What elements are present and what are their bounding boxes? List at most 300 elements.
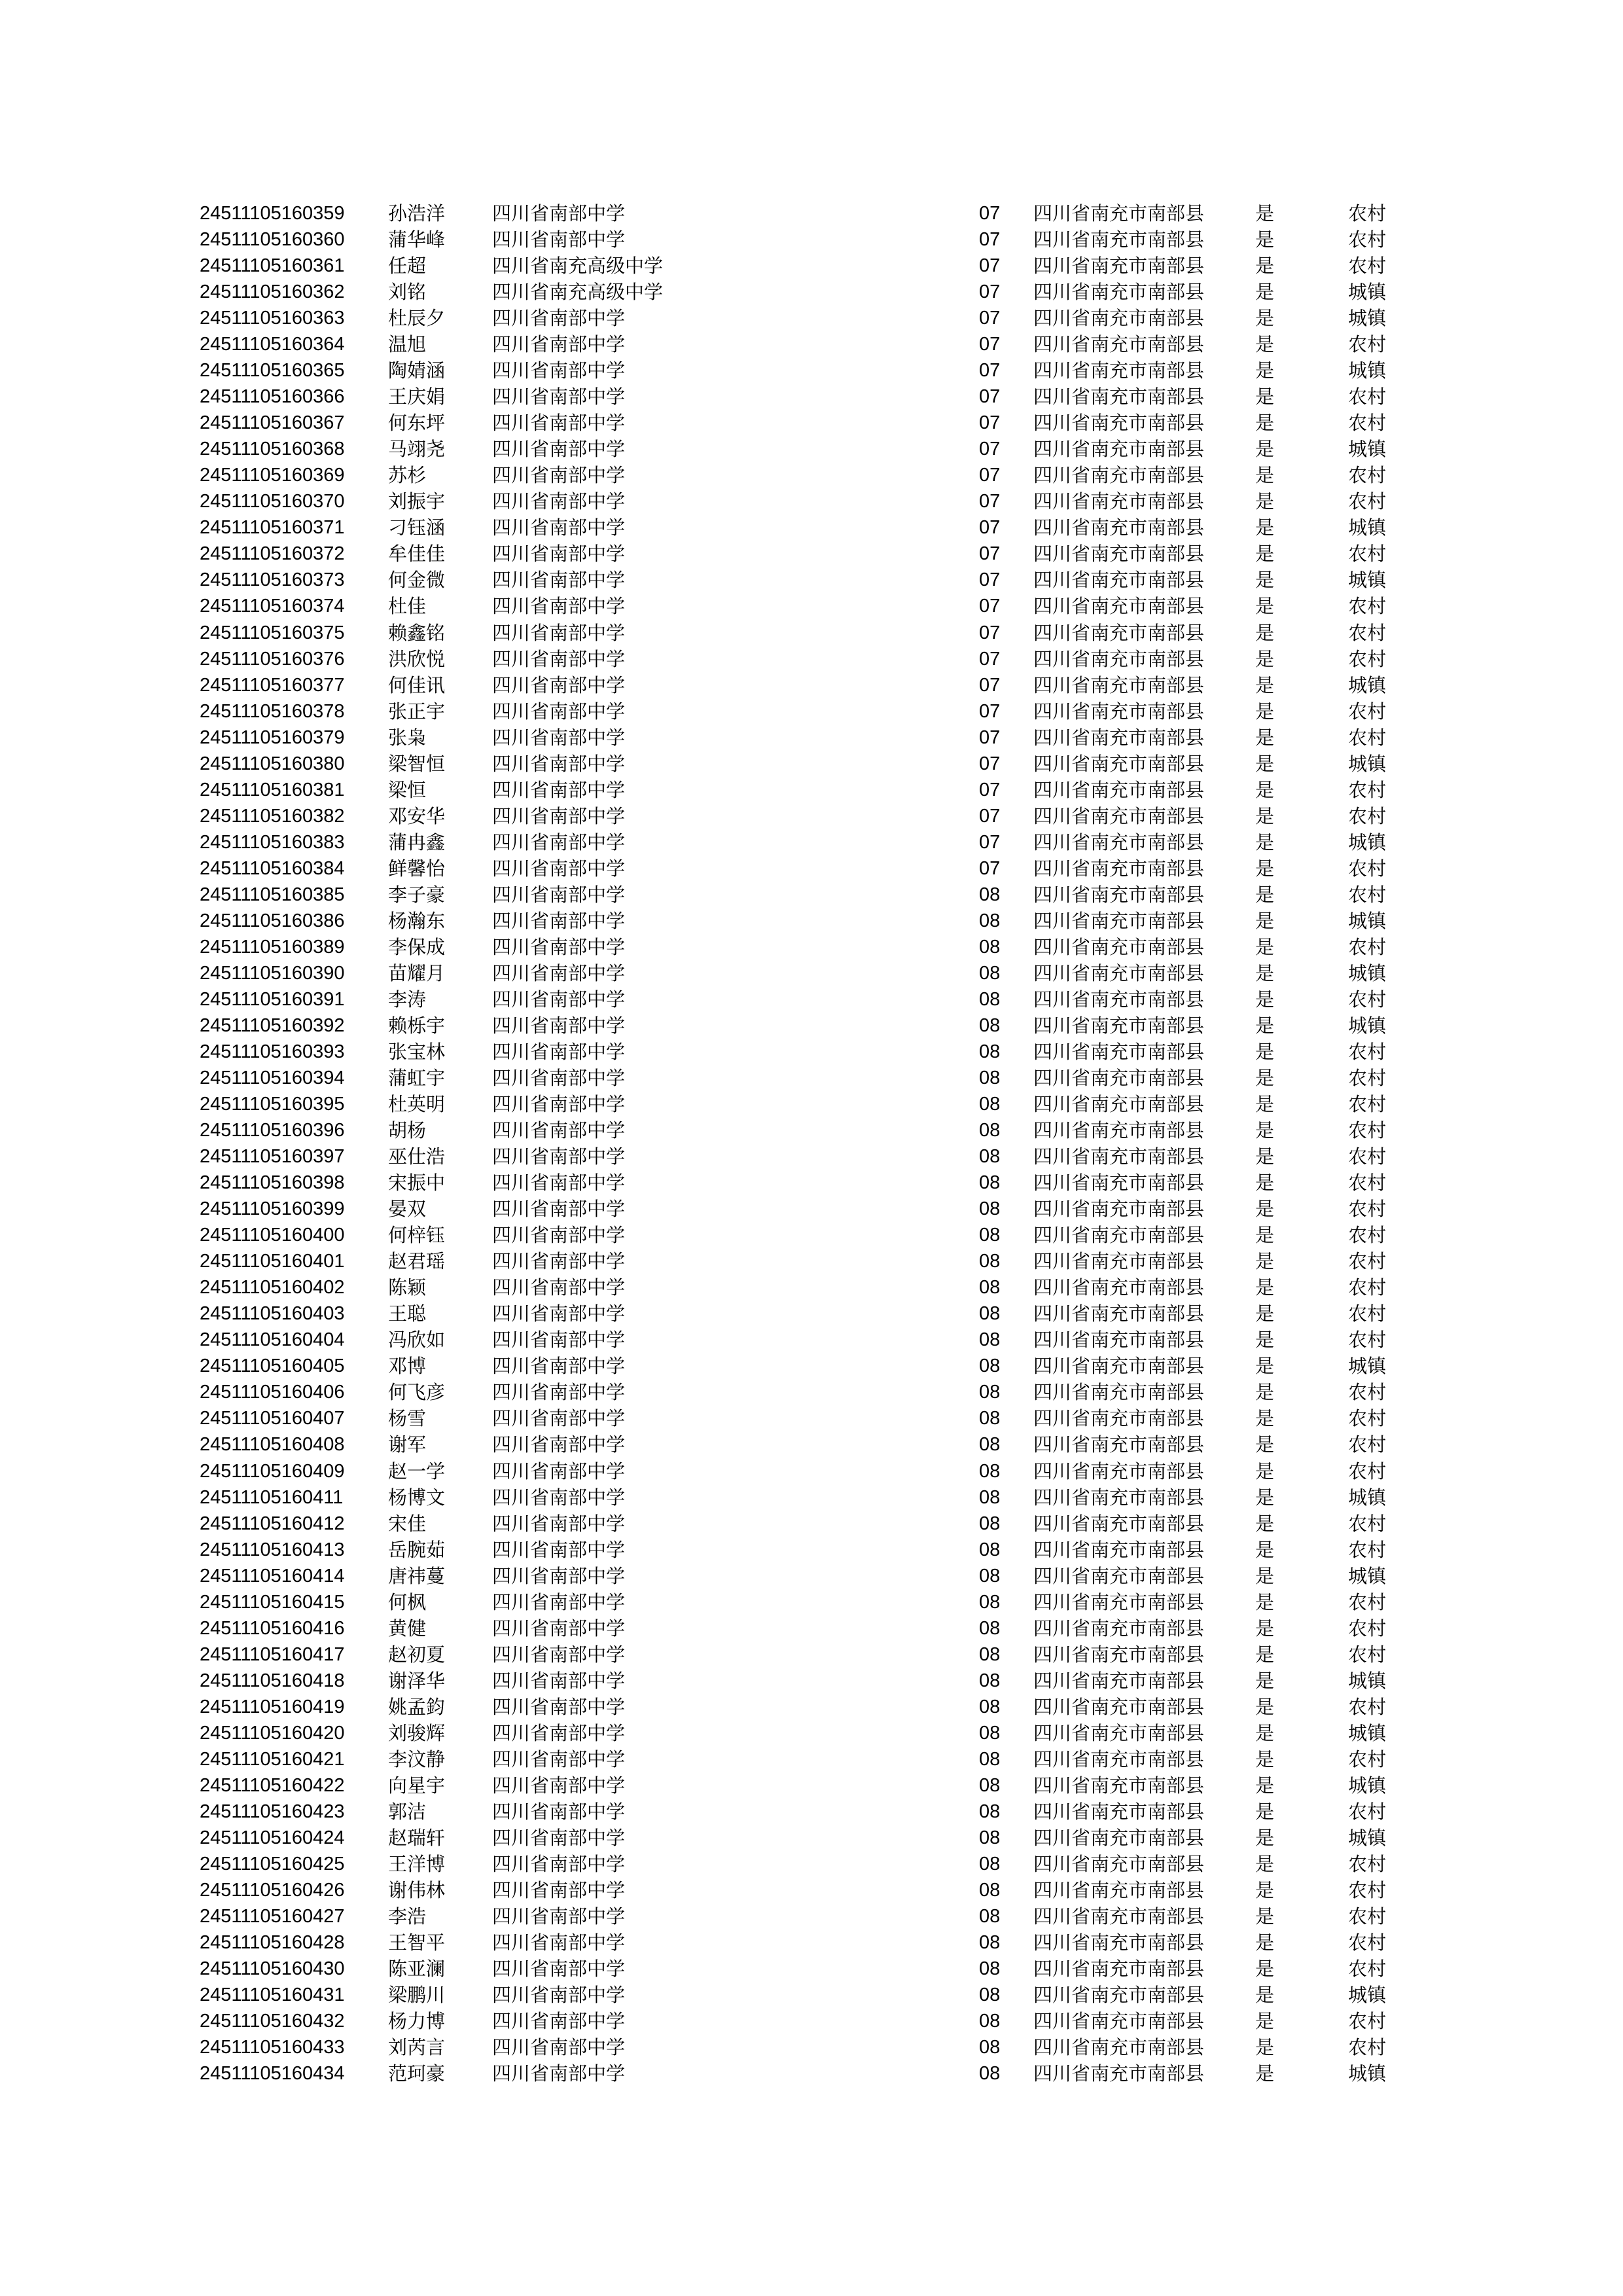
residence-type: 农村: [1348, 1119, 1387, 1142]
eligibility-flag: 是: [1255, 1355, 1275, 1378]
class-code: 08: [979, 1880, 1001, 1901]
candidate-id: 24511105160434: [200, 2063, 345, 2085]
residence-type: 城镇: [1348, 909, 1387, 932]
student-name: 苏杉: [388, 464, 427, 487]
class-code: 08: [979, 1774, 1001, 1796]
school-name: 四川省南部中学: [492, 1905, 626, 1928]
candidate-id: 24511105160378: [200, 700, 345, 722]
class-code: 07: [979, 517, 1001, 539]
eligibility-flag: 是: [1255, 386, 1275, 408]
class-code: 08: [979, 1355, 1001, 1377]
household-region: 四川省南充市南部县: [1033, 1067, 1205, 1090]
household-region: 四川省南充市南部县: [1033, 1826, 1205, 1849]
school-name: 四川省南部中学: [492, 831, 626, 853]
school-name: 四川省南部中学: [492, 1486, 626, 1509]
student-name: 何飞彦: [388, 1381, 446, 1404]
class-code: 08: [979, 1748, 1001, 1770]
student-name: 刘铭: [388, 281, 427, 304]
eligibility-flag: 是: [1255, 412, 1275, 435]
residence-type: 农村: [1348, 1905, 1387, 1928]
student-name: 邓安华: [388, 804, 446, 827]
school-name: 四川省南部中学: [492, 1590, 626, 1613]
candidate-id: 24511105160413: [200, 1539, 345, 1560]
candidate-id: 24511105160398: [200, 1172, 345, 1194]
student-name: 冯欣如: [388, 1329, 446, 1352]
school-name: 四川省南充高级中学: [492, 281, 664, 304]
student-name: 巫仕浩: [388, 1145, 446, 1168]
candidate-id: 24511105160427: [200, 1906, 345, 1928]
household-region: 四川省南充市南部县: [1033, 1984, 1205, 2007]
class-code: 08: [979, 1251, 1001, 1272]
candidate-id: 24511105160425: [200, 1853, 345, 1874]
eligibility-flag: 是: [1255, 2010, 1275, 2033]
table-row: [0, 646, 1623, 672]
candidate-id: 24511105160382: [200, 805, 345, 827]
candidate-id: 24511105160377: [200, 674, 345, 696]
household-region: 四川省南充市南部县: [1033, 831, 1205, 853]
table-row: [0, 357, 1623, 384]
eligibility-flag: 是: [1255, 281, 1275, 304]
eligibility-flag: 是: [1255, 228, 1275, 251]
table-row: [0, 279, 1623, 305]
household-region: 四川省南充市南部县: [1033, 778, 1205, 801]
student-name: 梁恒: [388, 778, 427, 801]
candidate-id: 24511105160430: [200, 1958, 345, 1980]
candidate-id: 24511105160372: [200, 543, 345, 565]
residence-type: 农村: [1348, 621, 1387, 644]
eligibility-flag: 是: [1255, 1826, 1275, 1849]
eligibility-flag: 是: [1255, 2062, 1275, 2085]
candidate-id: 24511105160424: [200, 1827, 345, 1848]
household-region: 四川省南充市南部县: [1033, 438, 1205, 461]
eligibility-flag: 是: [1255, 359, 1275, 382]
class-code: 08: [979, 1146, 1001, 1168]
candidate-id: 24511105160383: [200, 831, 345, 853]
residence-type: 农村: [1348, 988, 1387, 1011]
candidate-id: 24511105160371: [200, 517, 345, 539]
table-row: [0, 829, 1623, 855]
class-code: 08: [979, 1827, 1001, 1848]
eligibility-flag: 是: [1255, 726, 1275, 749]
class-code: 08: [979, 1539, 1001, 1560]
eligibility-flag: 是: [1255, 883, 1275, 906]
school-name: 四川省南部中学: [492, 1879, 626, 1901]
school-name: 四川省南部中学: [492, 647, 626, 670]
household-region: 四川省南充市南部县: [1033, 1093, 1205, 1116]
eligibility-flag: 是: [1255, 1984, 1275, 2007]
eligibility-flag: 是: [1255, 621, 1275, 644]
table-row: [0, 1877, 1623, 1903]
school-name: 四川省南部中学: [492, 1512, 626, 1535]
student-name: 温旭: [388, 333, 427, 356]
student-name: 蒲冉鑫: [388, 831, 446, 853]
eligibility-flag: 是: [1255, 1905, 1275, 1928]
residence-type: 农村: [1348, 1590, 1387, 1613]
student-name: 李子豪: [388, 883, 446, 906]
table-row: [0, 1405, 1623, 1431]
table-row: [0, 488, 1623, 514]
candidate-id: 24511105160405: [200, 1355, 345, 1377]
class-code: 07: [979, 412, 1001, 434]
student-name: 王洋博: [388, 1852, 446, 1875]
candidate-id: 24511105160426: [200, 1880, 345, 1901]
school-name: 四川省南部中学: [492, 1460, 626, 1482]
eligibility-flag: 是: [1255, 909, 1275, 932]
table-row: [0, 1956, 1623, 1982]
eligibility-flag: 是: [1255, 1302, 1275, 1325]
candidate-id: 24511105160395: [200, 1094, 345, 1115]
student-name: 张枭: [388, 726, 427, 749]
class-code: 08: [979, 1277, 1001, 1299]
residence-type: 农村: [1348, 2010, 1387, 2033]
class-code: 08: [979, 1696, 1001, 1717]
candidate-id: 24511105160408: [200, 1434, 345, 1456]
residence-type: 农村: [1348, 1800, 1387, 1823]
household-region: 四川省南充市南部县: [1033, 2062, 1205, 2085]
household-region: 四川省南充市南部县: [1033, 1879, 1205, 1901]
household-region: 四川省南充市南部县: [1033, 857, 1205, 880]
household-region: 四川省南充市南部县: [1033, 595, 1205, 618]
school-name: 四川省南部中学: [492, 307, 626, 330]
school-name: 四川省南部中学: [492, 988, 626, 1011]
household-region: 四川省南充市南部县: [1033, 255, 1205, 278]
student-name: 赵瑞轩: [388, 1826, 446, 1849]
class-code: 08: [979, 1984, 1001, 2006]
residence-type: 农村: [1348, 1276, 1387, 1299]
class-code: 07: [979, 674, 1001, 696]
table-row: [0, 1929, 1623, 1956]
household-region: 四川省南充市南部县: [1033, 464, 1205, 487]
table-row: [0, 1065, 1623, 1091]
school-name: 四川省南部中学: [492, 1145, 626, 1168]
eligibility-flag: 是: [1255, 1800, 1275, 1823]
residence-type: 城镇: [1348, 1721, 1387, 1744]
residence-type: 农村: [1348, 700, 1387, 723]
eligibility-flag: 是: [1255, 1852, 1275, 1875]
table-row: [0, 1537, 1623, 1563]
class-code: 08: [979, 2011, 1001, 2032]
student-name: 马翊尧: [388, 438, 446, 461]
class-code: 07: [979, 255, 1001, 277]
table-row: [0, 1379, 1623, 1405]
residence-type: 城镇: [1348, 673, 1387, 696]
household-region: 四川省南充市南部县: [1033, 988, 1205, 1011]
class-code: 07: [979, 622, 1001, 643]
candidate-id: 24511105160375: [200, 622, 345, 643]
table-row: [0, 436, 1623, 462]
table-row: [0, 1353, 1623, 1379]
school-name: 四川省南部中学: [492, 1800, 626, 1823]
candidate-id: 24511105160379: [200, 726, 345, 748]
eligibility-flag: 是: [1255, 1198, 1275, 1221]
household-region: 四川省南充市南部县: [1033, 1905, 1205, 1928]
class-code: 07: [979, 491, 1001, 512]
class-code: 07: [979, 753, 1001, 774]
household-region: 四川省南充市南部县: [1033, 1486, 1205, 1509]
class-code: 08: [979, 1120, 1001, 1141]
school-name: 四川省南部中学: [492, 1538, 626, 1561]
candidate-id: 24511105160367: [200, 412, 345, 434]
student-name: 黄健: [388, 1617, 427, 1640]
school-name: 四川省南部中学: [492, 228, 626, 251]
household-region: 四川省南充市南部县: [1033, 621, 1205, 644]
student-name: 谢军: [388, 1433, 427, 1456]
household-region: 四川省南充市南部县: [1033, 1276, 1205, 1299]
table-row: [0, 1615, 1623, 1641]
school-name: 四川省南部中学: [492, 700, 626, 723]
eligibility-flag: 是: [1255, 1119, 1275, 1142]
candidate-id: 24511105160404: [200, 1329, 345, 1351]
candidate-id: 24511105160431: [200, 1984, 345, 2006]
student-name: 范珂豪: [388, 2062, 446, 2085]
eligibility-flag: 是: [1255, 831, 1275, 853]
class-code: 08: [979, 1617, 1001, 1639]
student-name: 刁钰涵: [388, 516, 446, 539]
candidate-id: 24511105160421: [200, 1748, 345, 1770]
residence-type: 农村: [1348, 333, 1387, 356]
household-region: 四川省南充市南部县: [1033, 1852, 1205, 1875]
class-code: 08: [979, 936, 1001, 958]
eligibility-flag: 是: [1255, 1145, 1275, 1168]
student-name: 梁智恒: [388, 752, 446, 775]
student-name: 孙浩洋: [388, 202, 446, 224]
school-name: 四川省南部中学: [492, 516, 626, 539]
table-row: [0, 882, 1623, 908]
school-name: 四川省南部中学: [492, 1669, 626, 1692]
class-code: 07: [979, 648, 1001, 670]
eligibility-flag: 是: [1255, 490, 1275, 513]
residence-type: 农村: [1348, 412, 1387, 435]
household-region: 四川省南充市南部县: [1033, 1564, 1205, 1587]
class-code: 08: [979, 1670, 1001, 1691]
class-code: 08: [979, 1801, 1001, 1822]
student-name: 鲜馨怡: [388, 857, 446, 880]
residence-type: 城镇: [1348, 1486, 1387, 1509]
candidate-id: 24511105160412: [200, 1513, 345, 1534]
table-row: [0, 698, 1623, 725]
eligibility-flag: 是: [1255, 1617, 1275, 1640]
household-region: 四川省南充市南部县: [1033, 647, 1205, 670]
class-code: 08: [979, 2037, 1001, 2058]
household-region: 四川省南充市南部县: [1033, 386, 1205, 408]
class-code: 08: [979, 1460, 1001, 1482]
student-name: 蒲华峰: [388, 228, 446, 251]
candidate-id: 24511105160360: [200, 229, 345, 251]
class-code: 08: [979, 1722, 1001, 1744]
school-name: 四川省南部中学: [492, 1250, 626, 1273]
candidate-id: 24511105160369: [200, 465, 345, 486]
student-name: 洪欣悦: [388, 647, 446, 670]
student-name: 苗耀月: [388, 961, 446, 984]
student-name: 宋振中: [388, 1172, 446, 1194]
class-code: 07: [979, 569, 1001, 591]
table-row: [0, 226, 1623, 253]
household-region: 四川省南充市南部县: [1033, 1355, 1205, 1378]
student-name: 杨博文: [388, 1486, 446, 1509]
residence-type: 农村: [1348, 464, 1387, 487]
table-row: [0, 986, 1623, 1013]
eligibility-flag: 是: [1255, 673, 1275, 696]
candidate-id: 24511105160359: [200, 203, 345, 224]
student-name: 赖栎宇: [388, 1014, 446, 1037]
school-name: 四川省南部中学: [492, 438, 626, 461]
residence-type: 农村: [1348, 543, 1387, 565]
eligibility-flag: 是: [1255, 1590, 1275, 1613]
school-name: 四川省南部中学: [492, 1433, 626, 1456]
school-name: 四川省南部中学: [492, 673, 626, 696]
household-region: 四川省南充市南部县: [1033, 1800, 1205, 1823]
eligibility-flag: 是: [1255, 1172, 1275, 1194]
candidate-id: 24511105160428: [200, 1932, 345, 1954]
table-row: [0, 305, 1623, 331]
school-name: 四川省南部中学: [492, 1617, 626, 1640]
residence-type: 农村: [1348, 1958, 1387, 1981]
school-name: 四川省南充高级中学: [492, 255, 664, 278]
candidate-id: 24511105160418: [200, 1670, 345, 1691]
class-code: 07: [979, 596, 1001, 617]
table-row: [0, 1170, 1623, 1196]
student-name: 牟佳佳: [388, 543, 446, 565]
eligibility-flag: 是: [1255, 1067, 1275, 1090]
school-name: 四川省南部中学: [492, 1093, 626, 1116]
residence-type: 农村: [1348, 595, 1387, 618]
household-region: 四川省南充市南部县: [1033, 333, 1205, 356]
class-code: 08: [979, 1434, 1001, 1456]
eligibility-flag: 是: [1255, 804, 1275, 827]
student-name: 张正宇: [388, 700, 446, 723]
table-row: [0, 1327, 1623, 1353]
eligibility-flag: 是: [1255, 438, 1275, 461]
table-row: [0, 1248, 1623, 1274]
candidate-id: 24511105160407: [200, 1408, 345, 1429]
eligibility-flag: 是: [1255, 1748, 1275, 1770]
residence-type: 农村: [1348, 228, 1387, 251]
school-name: 四川省南部中学: [492, 857, 626, 880]
school-name: 四川省南部中学: [492, 490, 626, 513]
eligibility-flag: 是: [1255, 961, 1275, 984]
eligibility-flag: 是: [1255, 1643, 1275, 1666]
table-row: [0, 1274, 1623, 1300]
school-name: 四川省南部中学: [492, 935, 626, 958]
household-region: 四川省南充市南部县: [1033, 1224, 1205, 1247]
eligibility-flag: 是: [1255, 1774, 1275, 1797]
candidate-id: 24511105160401: [200, 1251, 345, 1272]
table-row: [0, 934, 1623, 960]
household-region: 四川省南充市南部县: [1033, 1119, 1205, 1142]
candidate-id: 24511105160432: [200, 2011, 345, 2032]
household-region: 四川省南充市南部县: [1033, 2010, 1205, 2033]
school-name: 四川省南部中学: [492, 1852, 626, 1875]
residence-type: 农村: [1348, 1302, 1387, 1325]
student-name: 唐祎蔓: [388, 1564, 446, 1587]
school-name: 四川省南部中学: [492, 1774, 626, 1797]
household-region: 四川省南充市南部县: [1033, 1041, 1205, 1063]
student-name: 岳腕茹: [388, 1538, 446, 1561]
residence-type: 农村: [1348, 1931, 1387, 1954]
student-name: 向星宇: [388, 1774, 446, 1797]
household-region: 四川省南充市南部县: [1033, 228, 1205, 251]
table-row: [0, 960, 1623, 986]
school-name: 四川省南部中学: [492, 1984, 626, 2007]
candidate-id: 24511105160381: [200, 779, 345, 800]
school-name: 四川省南部中学: [492, 1958, 626, 1981]
school-name: 四川省南部中学: [492, 883, 626, 906]
student-name: 谢伟林: [388, 1879, 446, 1901]
candidate-id: 24511105160373: [200, 569, 345, 591]
student-name: 李汶静: [388, 1748, 446, 1770]
class-code: 08: [979, 1591, 1001, 1613]
class-code: 08: [979, 910, 1001, 931]
residence-type: 城镇: [1348, 438, 1387, 461]
table-row: [0, 1300, 1623, 1327]
residence-type: 农村: [1348, 1067, 1387, 1090]
class-code: 07: [979, 308, 1001, 329]
class-code: 08: [979, 1958, 1001, 1980]
candidate-id: 24511105160386: [200, 910, 345, 931]
household-region: 四川省南充市南部县: [1033, 569, 1205, 592]
candidate-id: 24511105160390: [200, 962, 345, 984]
household-region: 四川省南充市南部县: [1033, 490, 1205, 513]
table-row: [0, 2060, 1623, 2087]
residence-type: 农村: [1348, 202, 1387, 224]
candidate-id: 24511105160396: [200, 1120, 345, 1141]
residence-type: 城镇: [1348, 1826, 1387, 1849]
school-name: 四川省南部中学: [492, 1172, 626, 1194]
table-row: [0, 1720, 1623, 1746]
table-row: [0, 1511, 1623, 1537]
class-code: 08: [979, 1565, 1001, 1587]
eligibility-flag: 是: [1255, 1014, 1275, 1037]
school-name: 四川省南部中学: [492, 464, 626, 487]
table-row: [0, 1196, 1623, 1222]
eligibility-flag: 是: [1255, 1564, 1275, 1587]
residence-type: 农村: [1348, 1460, 1387, 1482]
school-name: 四川省南部中学: [492, 1119, 626, 1142]
residence-type: 城镇: [1348, 1984, 1387, 2007]
class-code: 07: [979, 229, 1001, 251]
household-region: 四川省南充市南部县: [1033, 1302, 1205, 1325]
school-name: 四川省南部中学: [492, 386, 626, 408]
candidate-id: 24511105160393: [200, 1041, 345, 1062]
eligibility-flag: 是: [1255, 1093, 1275, 1116]
residence-type: 农村: [1348, 1224, 1387, 1247]
table-row: [0, 1903, 1623, 1929]
table-row: [0, 908, 1623, 934]
eligibility-flag: 是: [1255, 1931, 1275, 1954]
table-row: [0, 725, 1623, 751]
household-region: 四川省南充市南部县: [1033, 1014, 1205, 1037]
residence-type: 农村: [1348, 386, 1387, 408]
residence-type: 城镇: [1348, 1564, 1387, 1587]
student-name: 晏双: [388, 1198, 427, 1221]
table-row: [0, 803, 1623, 829]
table-row: [0, 1851, 1623, 1877]
candidate-id: 24511105160370: [200, 491, 345, 512]
student-name: 杨力博: [388, 2010, 446, 2033]
eligibility-flag: 是: [1255, 1879, 1275, 1901]
household-region: 四川省南充市南部县: [1033, 1329, 1205, 1352]
school-name: 四川省南部中学: [492, 2036, 626, 2059]
eligibility-flag: 是: [1255, 1433, 1275, 1456]
eligibility-flag: 是: [1255, 1486, 1275, 1509]
school-name: 四川省南部中学: [492, 778, 626, 801]
school-name: 四川省南部中学: [492, 909, 626, 932]
class-code: 08: [979, 1853, 1001, 1874]
household-region: 四川省南充市南部县: [1033, 543, 1205, 565]
table-row: [0, 1458, 1623, 1484]
student-name: 刘芮言: [388, 2036, 446, 2059]
candidate-id: 24511105160394: [200, 1067, 345, 1089]
